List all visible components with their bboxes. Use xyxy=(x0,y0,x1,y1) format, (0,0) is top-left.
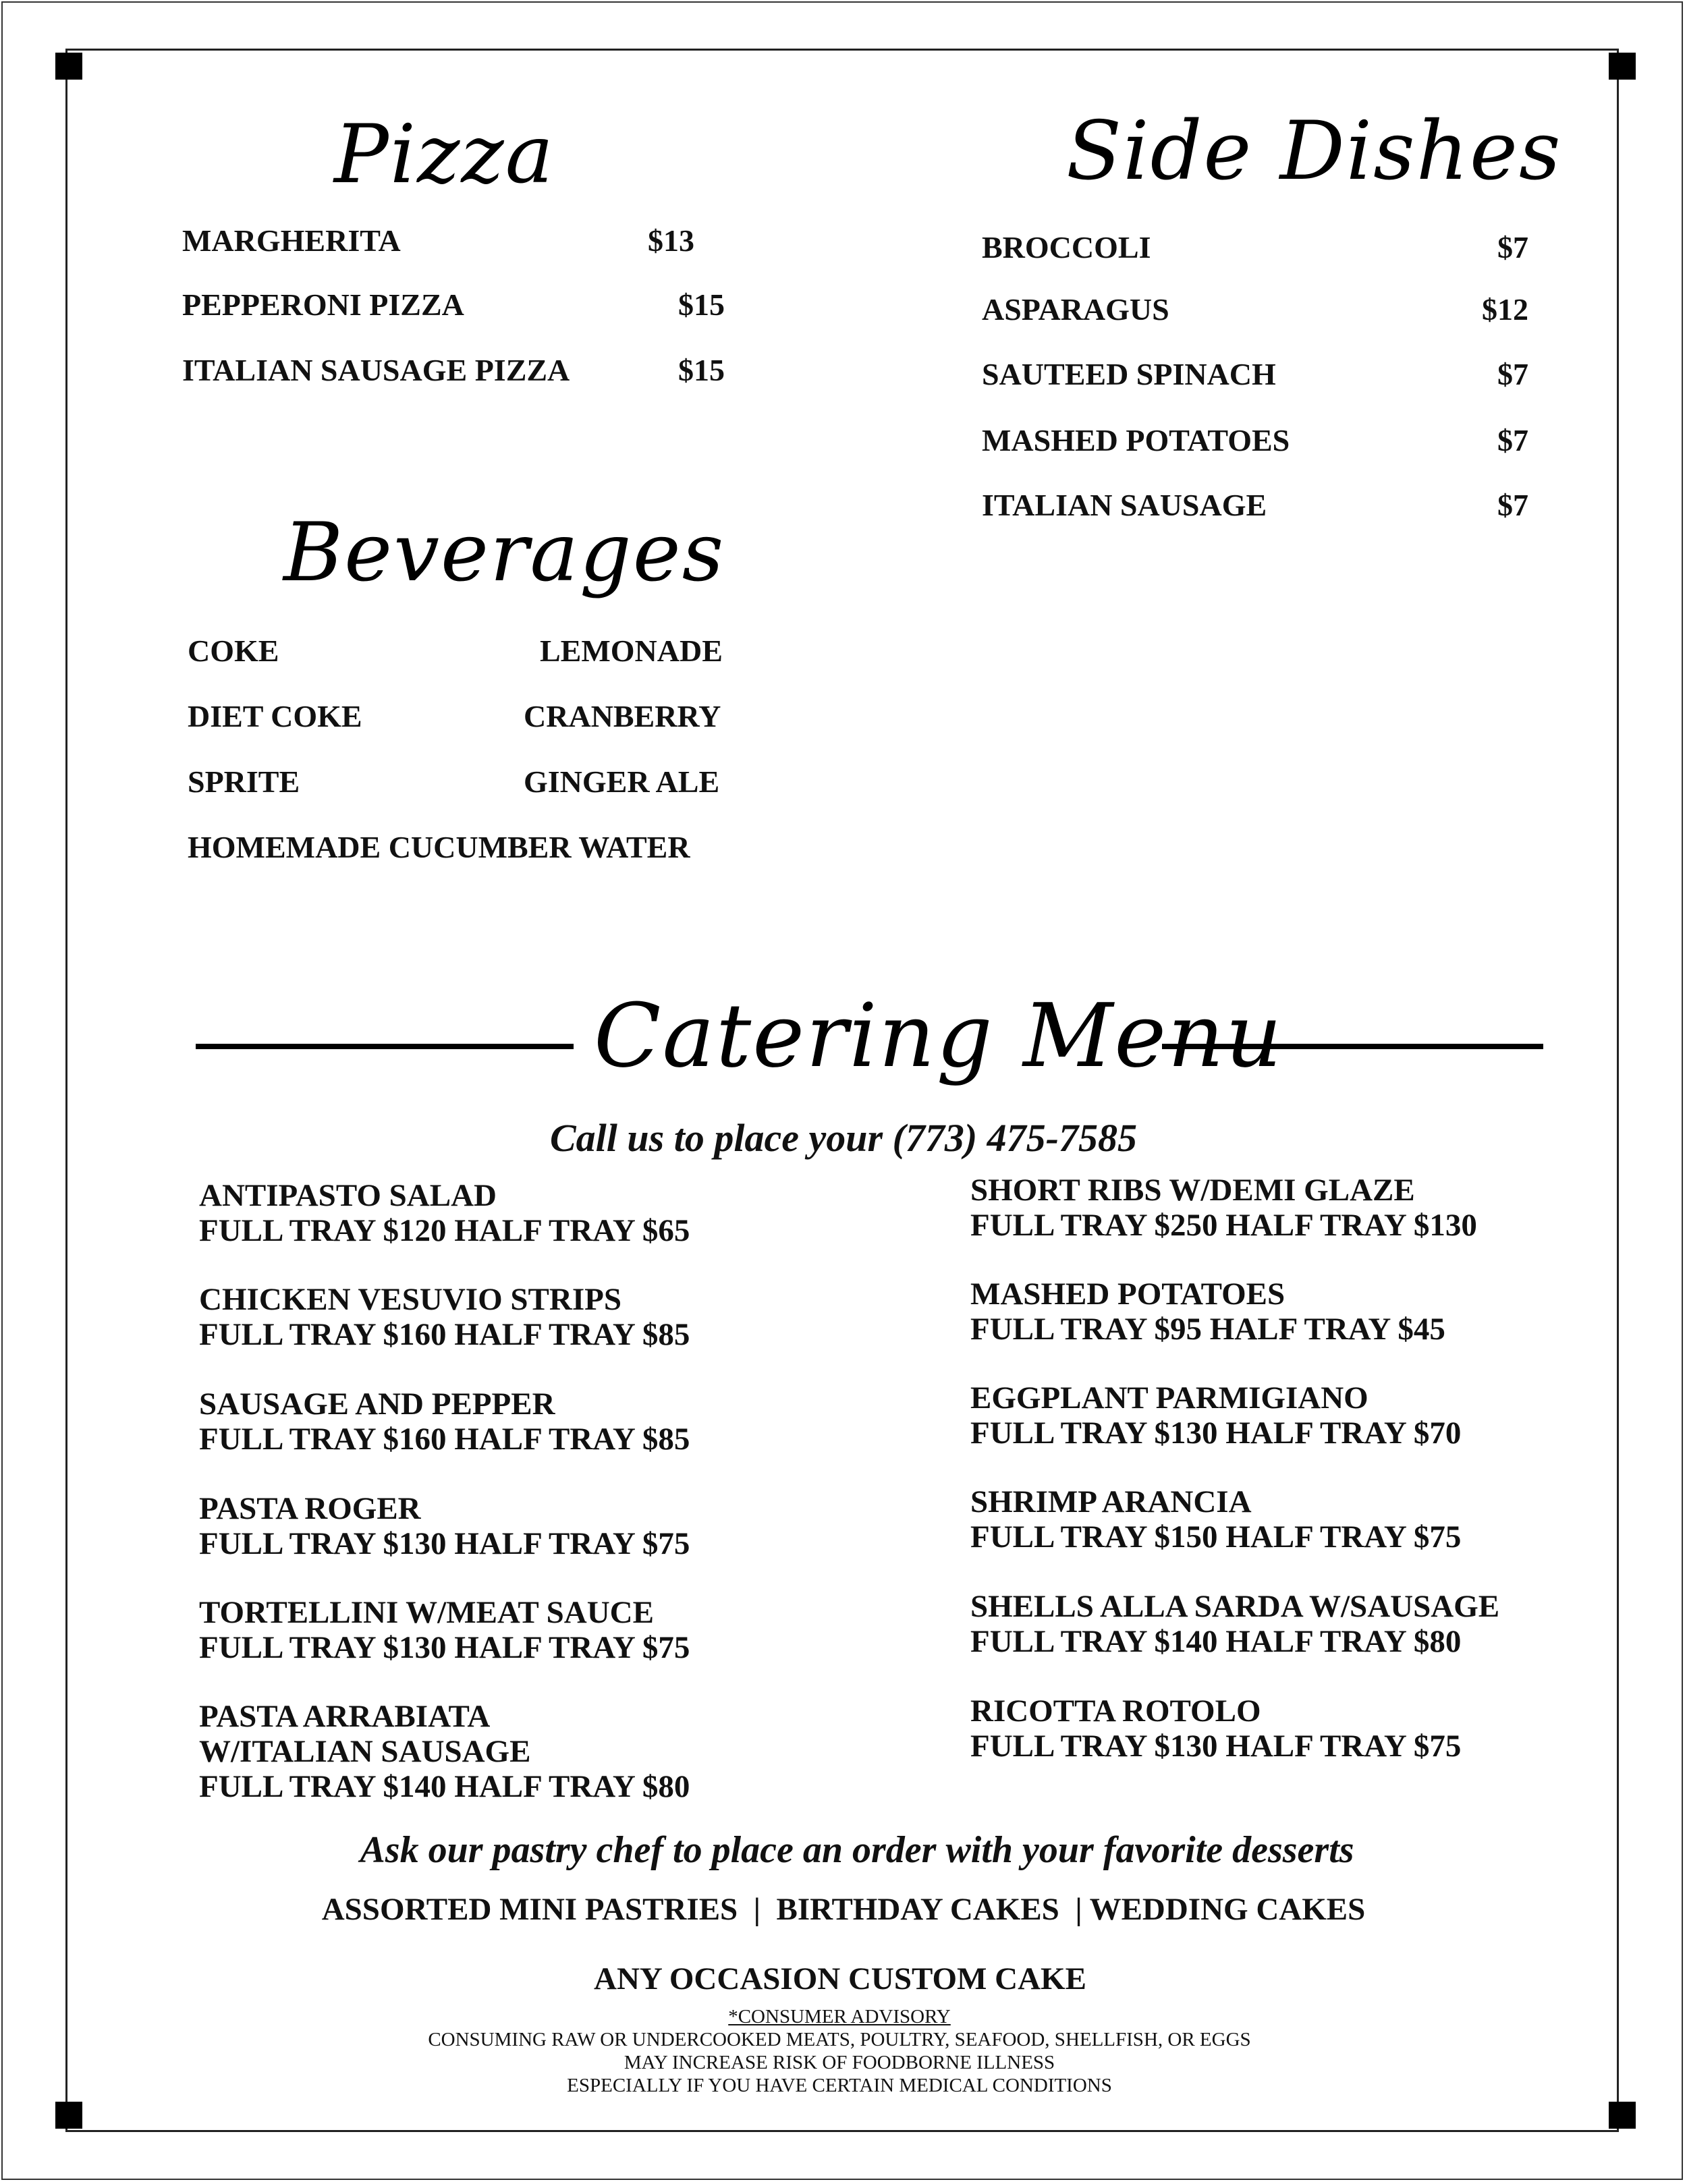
beverage-item: SPRITE xyxy=(188,764,300,799)
catering-item-prices: FULL TRAY $140 HALF TRAY $80 xyxy=(199,1769,690,1804)
heading-rule-left xyxy=(196,1044,574,1049)
catering-item xyxy=(199,1282,690,1352)
catering-item xyxy=(970,1484,1461,1555)
catering-call-line: Call us to place your (773) 475-7585 xyxy=(550,1116,1137,1160)
catering-item-name: SHORT RIBS W/DEMI GLAZE xyxy=(970,1173,1415,1208)
catering-item-name-cont: W/ITALIAN SAUSAGE xyxy=(199,1734,531,1769)
catering-item-name: PASTA ARRABIATA xyxy=(199,1699,491,1734)
pizza-heading: Pizza xyxy=(334,108,555,202)
catering-item-prices: FULL TRAY $250 HALF TRAY $130 xyxy=(970,1208,1477,1243)
catering-item xyxy=(970,1277,1445,1347)
consumer-advisory-line: ESPECIALLY IF YOU HAVE CERTAIN MEDICAL CONDITIONS xyxy=(567,2075,1112,2096)
catering-item xyxy=(199,1387,690,1457)
side-dish-price: $12 xyxy=(1482,292,1528,327)
beverages-heading: Beverages xyxy=(283,506,725,600)
catering-item xyxy=(970,1173,1477,1243)
catering-item-name: CHICKEN VESUVIO STRIPS xyxy=(199,1282,621,1317)
beverage-item: GINGER ALE xyxy=(524,764,720,799)
side-dish-price: $7 xyxy=(1497,230,1528,264)
side-dish-price: $7 xyxy=(1497,357,1528,391)
desserts-ask-line: Ask our pastry chef to place an order with your favorite desserts xyxy=(360,1829,1354,1871)
corner-mark-top-left xyxy=(55,53,82,80)
side-dish-name: ASPARAGUS xyxy=(982,292,1169,327)
beverage-item: LEMONADE xyxy=(540,634,723,668)
catering-item xyxy=(970,1693,1461,1764)
side-dishes-heading: Side Dishes xyxy=(1066,105,1562,198)
catering-item xyxy=(199,1491,690,1561)
pizza-item-name: PEPPERONI PIZZA xyxy=(182,287,464,322)
catering-item xyxy=(970,1589,1499,1659)
catering-item-prices: FULL TRAY $130 HALF TRAY $75 xyxy=(970,1729,1462,1764)
beverage-item: HOMEMADE CUCUMBER WATER xyxy=(188,830,690,864)
side-dish-price: $7 xyxy=(1497,488,1528,522)
catering-item-prices: FULL TRAY $150 HALF TRAY $75 xyxy=(970,1519,1462,1555)
pizza-item-price: $15 xyxy=(678,287,725,322)
catering-item-prices: FULL TRAY $160 HALF TRAY $85 xyxy=(199,1422,690,1457)
side-dish-price: $7 xyxy=(1497,423,1528,457)
desserts-types-line: ASSORTED MINI PASTRIES | BIRTHDAY CAKES | WEDDING CAKES xyxy=(321,1892,1366,1927)
catering-item-name: SHELLS ALLA SARDA W/SAUSAGE xyxy=(970,1589,1500,1624)
corner-mark-bottom-left xyxy=(55,2102,82,2129)
catering-item-name: PASTA ROGER xyxy=(199,1491,421,1526)
catering-item-name: TORTELLINI W/MEAT SAUCE xyxy=(199,1595,654,1630)
catering-item-prices: FULL TRAY $120 HALF TRAY $65 xyxy=(199,1213,690,1248)
consumer-advisory-heading: *CONSUMER ADVISORY xyxy=(728,2006,951,2027)
side-dish-name: ITALIAN SAUSAGE xyxy=(982,488,1267,522)
side-dish-name: SAUTEED SPINACH xyxy=(982,357,1276,391)
catering-item xyxy=(970,1380,1461,1451)
side-dish-name: BROCCOLI xyxy=(982,230,1151,264)
catering-item-name: EGGPLANT PARMIGIANO xyxy=(970,1380,1368,1416)
beverage-item: COKE xyxy=(188,634,279,668)
beverage-item: CRANBERRY xyxy=(524,699,721,733)
pizza-item-name: ITALIAN SAUSAGE PIZZA xyxy=(182,353,570,387)
catering-item-name: SHRIMP ARANCIA xyxy=(970,1484,1252,1519)
catering-item-name: SAUSAGE AND PEPPER xyxy=(199,1387,555,1422)
catering-item-prices: FULL TRAY $130 HALF TRAY $75 xyxy=(199,1526,690,1561)
catering-item xyxy=(199,1595,690,1665)
catering-item-prices: FULL TRAY $130 HALF TRAY $70 xyxy=(970,1416,1462,1451)
corner-mark-bottom-right xyxy=(1609,2102,1636,2129)
custom-cake-line: ANY OCCASION CUSTOM CAKE xyxy=(594,1961,1086,1996)
beverage-item: DIET COKE xyxy=(188,699,362,733)
consumer-advisory-line: MAY INCREASE RISK OF FOODBORNE ILLNESS xyxy=(624,2052,1055,2073)
side-dish-name: MASHED POTATOES xyxy=(982,423,1290,457)
corner-mark-top-right xyxy=(1609,53,1636,80)
catering-item-prices: FULL TRAY $160 HALF TRAY $85 xyxy=(199,1317,690,1352)
catering-item xyxy=(199,1178,690,1248)
catering-item-prices: FULL TRAY $140 HALF TRAY $80 xyxy=(970,1624,1462,1659)
consumer-advisory-line: CONSUMING RAW OR UNDERCOOKED MEATS, POULTRY, SEAFOOD, SHELLFISH, OR EGGS xyxy=(428,2029,1251,2050)
pizza-item-name: MARGHERITA xyxy=(182,223,401,258)
catering-item-prices: FULL TRAY $130 HALF TRAY $75 xyxy=(199,1630,690,1665)
catering-item xyxy=(199,1699,690,1804)
catering-item-name: MASHED POTATOES xyxy=(970,1277,1285,1312)
catering-item-name: RICOTTA ROTOLO xyxy=(970,1693,1261,1729)
catering-item-prices: FULL TRAY $95 HALF TRAY $45 xyxy=(970,1312,1445,1347)
catering-item-name: ANTIPASTO SALAD xyxy=(199,1178,497,1213)
pizza-item-price: $13 xyxy=(648,223,694,258)
catering-menu-heading: Catering Menu xyxy=(594,984,1283,1087)
pizza-item-price: $15 xyxy=(678,353,725,387)
